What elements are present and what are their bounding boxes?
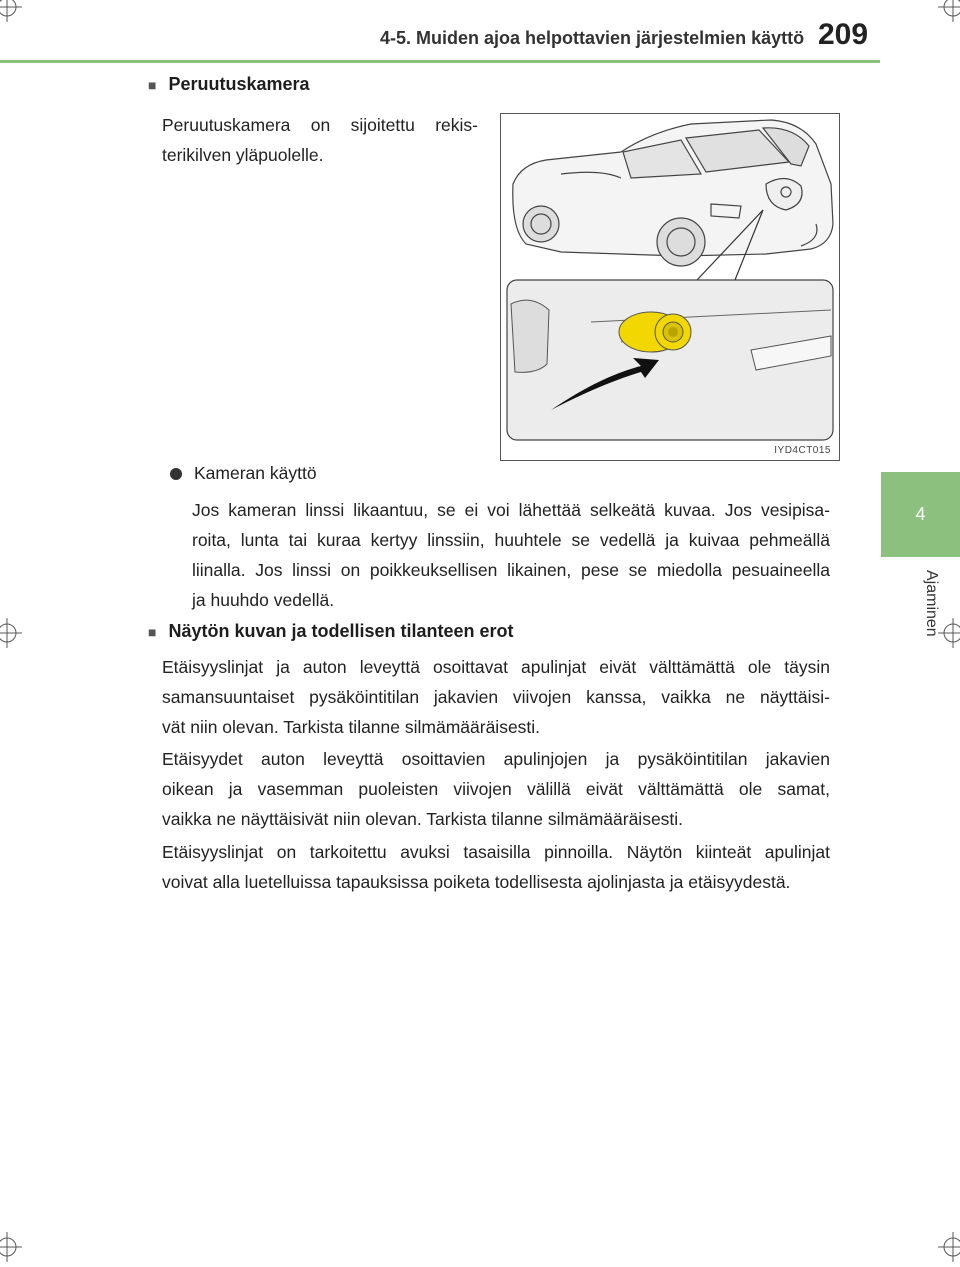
car-camera-illustration bbox=[501, 114, 839, 460]
paragraph-line: roita, lunta tai kuraa kertyy linssiin, huuhtele se vedellä ja kuivaa pehmeällä bbox=[192, 530, 830, 550]
car-illustration bbox=[513, 120, 833, 266]
differences-paragraph-3 bbox=[162, 837, 830, 897]
chapter-number: 4 bbox=[915, 504, 926, 524]
paragraph-line: liinalla. Jos linssi on poikkeuksellisen likainen, pese se miedolla pesuaineella bbox=[192, 560, 830, 580]
square-bullet-icon: ■ bbox=[148, 623, 157, 640]
crop-mark-mid-left bbox=[0, 618, 22, 648]
crop-mark-bottom-right bbox=[938, 1232, 960, 1262]
camera-use-paragraph bbox=[192, 495, 830, 615]
intro-line: Peruutuskamera on sijoitettu rekis- bbox=[162, 115, 478, 135]
section-heading-display-differences bbox=[148, 621, 514, 642]
paragraph-line: Etäisyyslinjat on tarkoitettu avuksi tasaisilla pinnoilla. Näytön kiinteät apulinjat bbox=[162, 842, 830, 862]
crop-mark-mid-right bbox=[938, 618, 960, 648]
bullet-title: Kameran käyttö bbox=[194, 463, 317, 483]
chapter-tab bbox=[881, 472, 960, 557]
page-number: 209 bbox=[818, 18, 869, 51]
paragraph-line: Etäisyydet auton leveyttä osoittavien apulinjojen ja pysäköintitilan jakavien bbox=[162, 749, 830, 769]
paragraph-line: vaikka ne näyttäisivät niin olevan. Tarkista tilanne silmämääräisesti. bbox=[162, 809, 684, 829]
bullet-camera-use bbox=[170, 463, 317, 484]
paragraph-line: vät niin olevan. Tarkista tilanne silmämääräisesti. bbox=[162, 717, 541, 737]
rear-camera-icon bbox=[619, 312, 691, 352]
paragraph-line: ja huuhdo vedellä. bbox=[192, 590, 335, 610]
section-heading-text: Peruutuskamera bbox=[168, 74, 310, 94]
paragraph-line: Jos kameran linssi likaantuu, se ei voi lähettää selkeätä kuvaa. Jos vesipisa- bbox=[192, 500, 830, 520]
differences-paragraph-1 bbox=[162, 652, 830, 742]
rear-camera-figure bbox=[500, 113, 840, 461]
inset-bumper-left bbox=[511, 300, 549, 372]
round-bullet-icon bbox=[170, 468, 182, 480]
crop-mark-bottom-left bbox=[0, 1232, 22, 1262]
figure-code: IYD4CT015 bbox=[774, 445, 831, 456]
intro-paragraph bbox=[162, 110, 478, 170]
crop-mark-top-right bbox=[938, 0, 960, 22]
paragraph-line: Etäisyyslinjat ja auton leveyttä osoittavat apulinjat eivät välttämättä ole täysin bbox=[162, 657, 830, 677]
header-rule bbox=[0, 60, 880, 63]
paragraph-line: samansuuntaiset pysäköintitilan jakavien viivojen kanssa, vaikka ne näyttäisi- bbox=[162, 687, 830, 707]
section-header-title: 4-5. Muiden ajoa helpottavien järjestelmien käyttö bbox=[380, 28, 805, 48]
section-heading-text: Näytön kuvan ja todellisen tilanteen erot bbox=[168, 621, 514, 641]
differences-paragraph-2 bbox=[162, 744, 830, 834]
square-bullet-icon: ■ bbox=[148, 76, 157, 93]
section-heading-rear-camera bbox=[148, 74, 310, 95]
paragraph-line: voivat alla luetelluissa tapauksissa poiketa todellisesta ajolinjasta ja etäisyydestä. bbox=[162, 872, 791, 892]
crop-mark-top-left bbox=[0, 0, 22, 22]
intro-line: terikilven yläpuolelle. bbox=[162, 145, 324, 165]
paragraph-line: oikean ja vasemman puoleisten viivojen välillä eivät välttämättä ole samat, bbox=[162, 779, 830, 799]
chapter-title: Ajaminen bbox=[923, 570, 940, 637]
